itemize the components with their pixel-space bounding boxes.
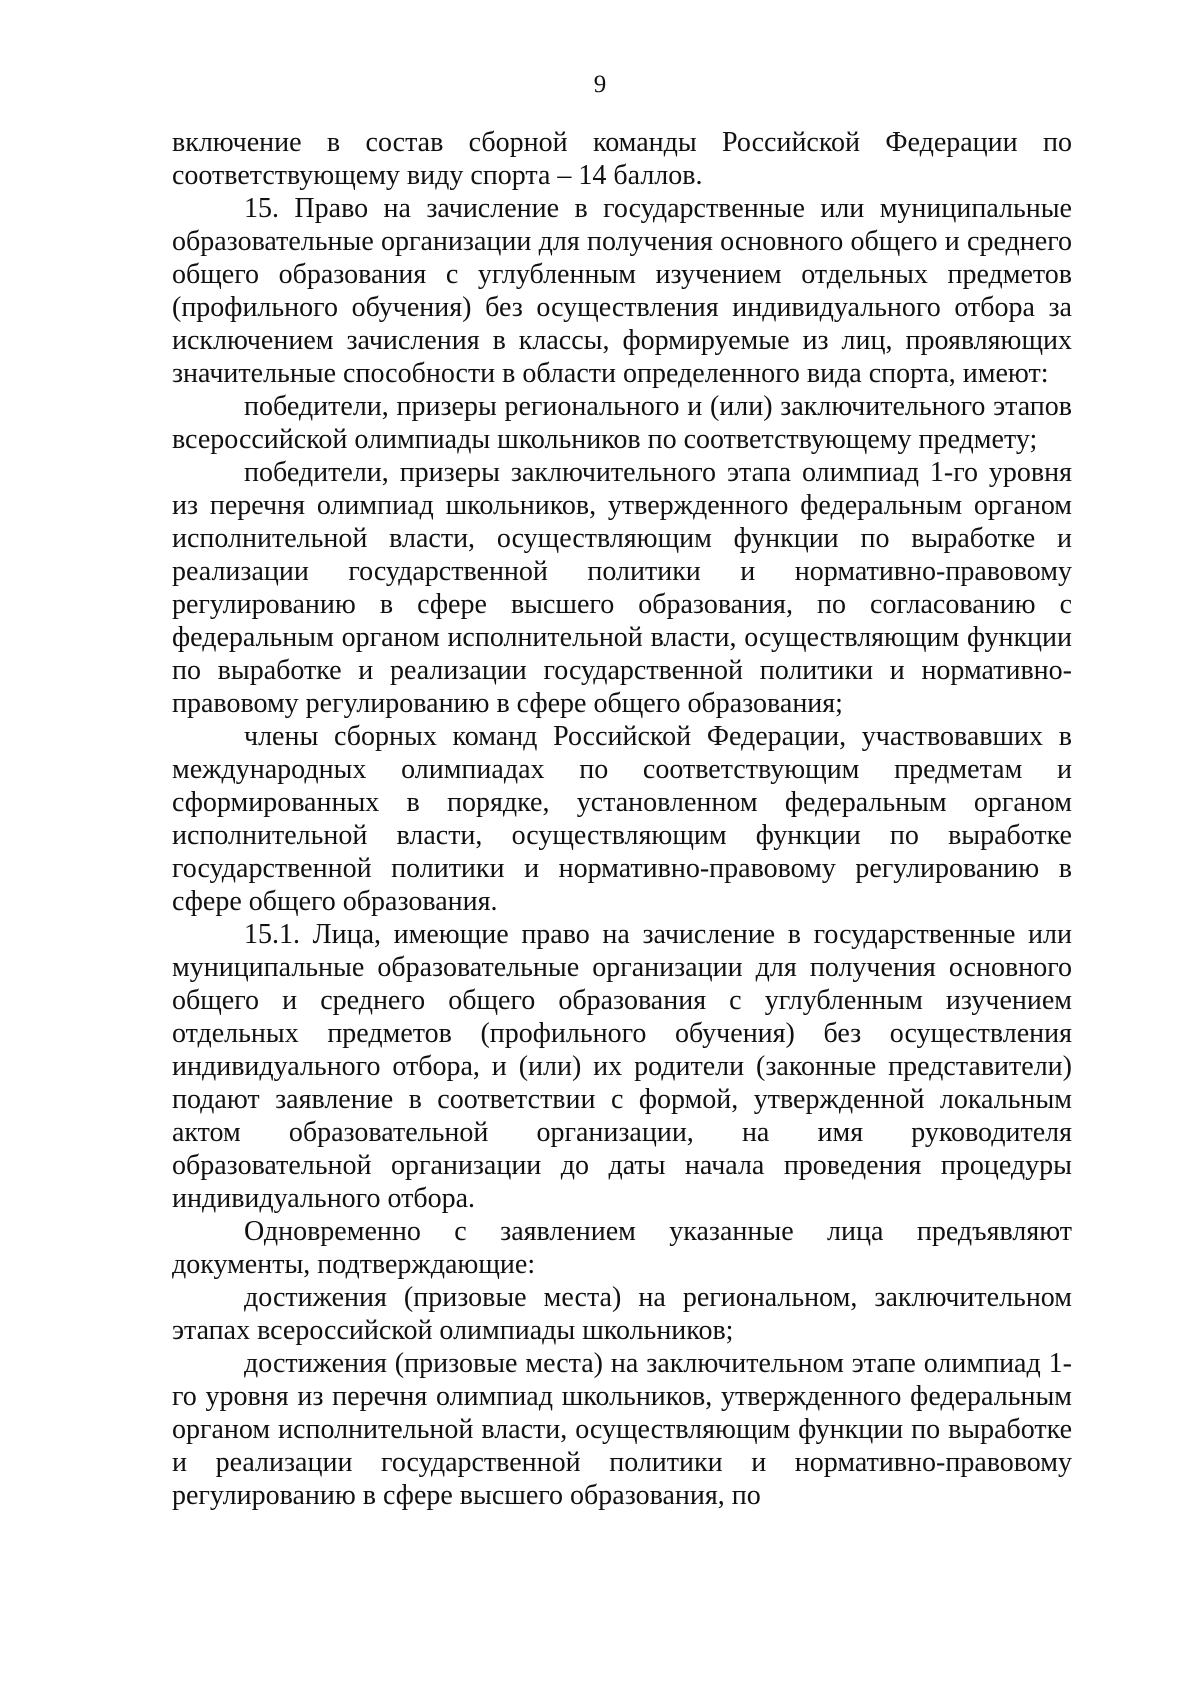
paragraph-documents-intro: Одновременно с заявлением указанные лица предъявляют документы, подтверждающие: (172, 1216, 1072, 1280)
page-number: 9 (593, 71, 607, 98)
paragraph-achievements-regional: достижения (призовые места) на региональном, заключительном этапах всероссийской олимпиады школьников; (172, 1282, 1072, 1346)
paragraph-achievements-olympiad: достижения (призовые места) на заключительном этапе олимпиад 1-го уровня из перечня олимпиад школьников, утвержденного федеральным органом исполнительной власти, осуществляющим функции по выработке и реализации государственной политики и нормативно-правовому регулированию в сфере высшего образования, по (172, 1348, 1072, 1511)
paragraph-winners-regional: победители, призеры регионального и (или) заключительного этапов всероссийской олимпиады школьников по соответствующему предмету; (172, 391, 1072, 455)
paragraph-15-1: 15.1. Лица, имеющие право на зачисление в государственные или муниципальные образовательные организации для получения основного общего и среднего общего образования с углубленным изучением отдельных предметов (профильного обучения) без осуществления индивидуального отбора, и (или) их родители (законные представители) подают заявление в соответствии с формой, утвержденной локальным актом образовательной организации, на имя руководителя образовательной организации до даты начала проведения процедуры индивидуального отбора. (172, 919, 1072, 1214)
paragraph-team-members: члены сборных команд Российской Федерации, участвовавших в международных олимпиадах по соответствующим предметам и сформированных в порядке, установленном федеральным органом исполнительной власти, осуществляющим функции по выработке государственной политики и нормативно-правовому регулированию в сфере общего образования. (172, 721, 1072, 917)
paragraph-15: 15. Право на зачисление в государственные или муниципальные образовательные организации для получения основного общего и среднего общего образования с углубленным изучением отдельных предметов (профильного обучения) без осуществления индивидуального отбора за исключением зачисления в классы, формируемые из лиц, проявляющих значительные способности в области определенного вида спорта, имеют: (172, 193, 1072, 389)
paragraph-continuation: включение в состав сборной команды Российской Федерации по соответствующему виду спорта – 14 баллов. (172, 127, 1072, 191)
document-body (172, 126, 1072, 1512)
paragraph-winners-olympiad-1st-level: победители, призеры заключительного этапа олимпиад 1-го уровня из перечня олимпиад школьников, утвержденного федеральным органом исполнительной власти, осуществляющим функции по выработке и реализации государственной политики и нормативно-правовому регулированию в сфере высшего образования, по согласованию с федеральным органом исполнительной власти, осуществляющим функции по выработке и реализации государственной политики и нормативно-правовому регулированию в сфере общего образования; (172, 457, 1072, 719)
